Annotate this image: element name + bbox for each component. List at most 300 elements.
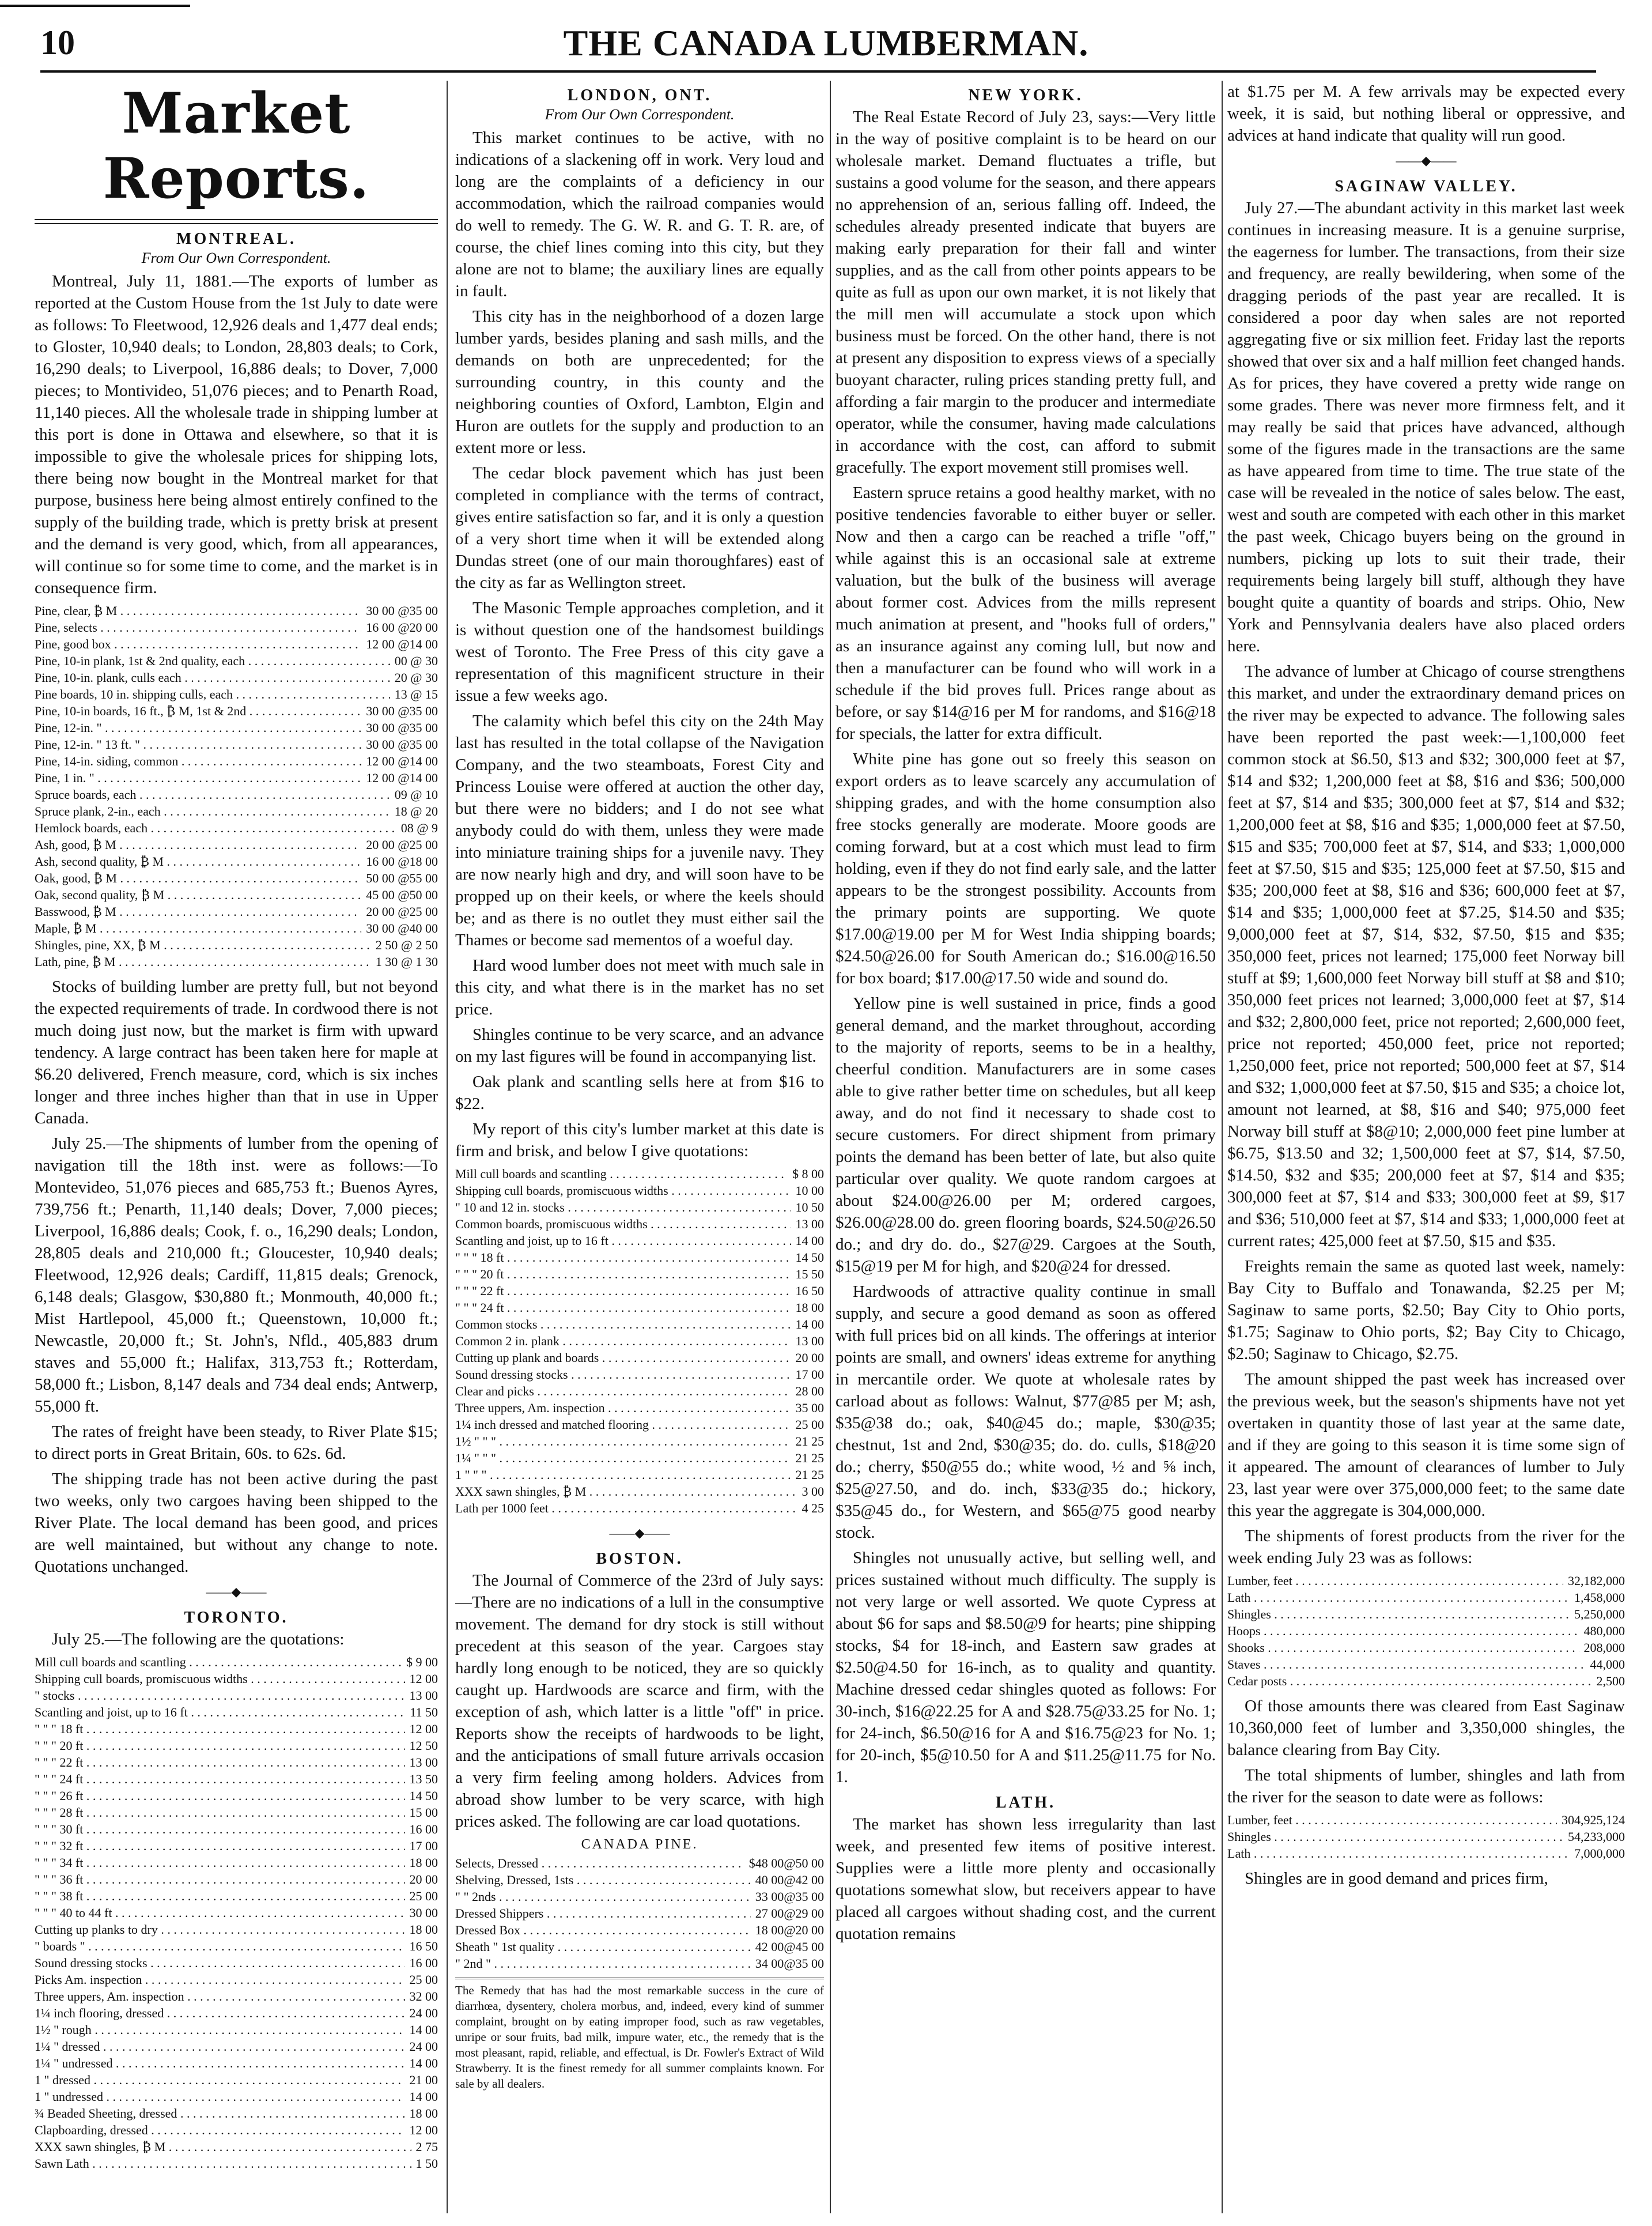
- price-row: [35, 1670, 438, 1687]
- price-item: " " " 30 ft . . .: [35, 1821, 405, 1838]
- price-value: 45 00 @50 00: [366, 888, 438, 902]
- price-value: 21 00: [409, 2073, 438, 2087]
- price-value: 13 50: [409, 1772, 438, 1786]
- price-item: Mill cull boards and scantling . . .: [35, 1654, 402, 1670]
- paragraph: White pine has gone out so freely this season on export orders as to leave scarcely any accumulation of shipping grades, and with the home consumption also free stocks generally are moderate. Moore goods are coming forward, but at a cost which must lead to firm holding, even if they do not find early sale, and the latter appears to be the strongest possibility. Accounts from the primary points are supporting. We quote $17.00@19.00 per M for West India shipping boards; $24.50@26.00 for South American do.; $16.00@16.50 for box board; $17.00@17.50 wide and sound do.: [836, 750, 1216, 987]
- price-value: 1 30 @ 1 30: [375, 954, 438, 969]
- lath-continued: at $1.75 per M. A few arrivals may be expected every week, it is said, but nothing liberal or oppressive, and advices at hand indicate that quality will run good.: [1227, 82, 1625, 145]
- price-item: Ash, good, ₿ M . . .: [35, 836, 361, 853]
- price-value: 14 00: [409, 2056, 438, 2070]
- price-value: 12 00 @14 00: [366, 754, 438, 768]
- price-row: [455, 1282, 824, 1299]
- price-value: 21 25: [795, 1467, 824, 1482]
- price-value: 14 00: [409, 2089, 438, 2104]
- price-item: " " " 18 ft . . .: [35, 1721, 405, 1737]
- price-row: [35, 619, 438, 636]
- price-row: [35, 719, 438, 736]
- price-value: 18 @ 20: [394, 804, 438, 818]
- price-row: [1227, 1589, 1625, 1606]
- price-item: Common stocks . . .: [455, 1316, 791, 1333]
- price-item: Pine, 12-in. " . . .: [35, 719, 361, 736]
- price-value: 24 00: [409, 2006, 438, 2020]
- price-item: 1½ " " " . . .: [455, 1433, 791, 1450]
- price-row: [35, 1721, 438, 1737]
- price-row: [1227, 1812, 1625, 1828]
- price-value: 08 @ 9: [400, 821, 438, 835]
- price-item: " " " 24 ft . . .: [35, 1771, 405, 1787]
- saginaw-clearance: Of those amounts there was cleared from East Saginaw 10,360,000 feet of lumber and 3,350,000 shingles, the balance clearing from Bay City.: [1227, 1697, 1625, 1759]
- price-value: 5,250,000: [1574, 1607, 1625, 1621]
- price-row: [455, 1216, 824, 1232]
- london-source: From Our Own Correspondent.: [545, 106, 735, 123]
- price-item: " " " 18 ft . . .: [455, 1249, 791, 1266]
- page-header: [0, 0, 1652, 69]
- price-row: [35, 2038, 438, 2055]
- price-item: 1 " undressed . . .: [35, 2088, 405, 2105]
- price-value: 42 00@45 00: [755, 1940, 824, 1954]
- price-item: Clapboarding, dressed . . .: [35, 2122, 405, 2138]
- price-value: 18 00@20 00: [755, 1923, 824, 1937]
- price-item: Scantling and joist, up to 16 ft . . .: [35, 1704, 405, 1721]
- price-row: [1227, 1673, 1625, 1689]
- price-value: 33 00@35 00: [755, 1889, 824, 1904]
- price-value: 20 00: [795, 1350, 824, 1365]
- paragraph: This city has in the neighborhood of a dozen large lumber yards, besides planing and sash mills, and the demands on both are unprecedented; for the surrounding country, in this county and the neighboring counties of Oxford, Lambton, Elgin and Huron are outlets for the supply and production to an extent more or less.: [455, 307, 824, 457]
- price-item: 1¼ " " " . . .: [455, 1450, 791, 1466]
- price-value: 27 00@29 00: [755, 1906, 824, 1921]
- price-value: 44,000: [1590, 1657, 1625, 1672]
- price-row: [35, 1704, 438, 1721]
- price-row: [35, 2122, 438, 2138]
- price-value: 28 00: [795, 1384, 824, 1398]
- price-row: [35, 853, 438, 870]
- price-value: 16 00: [409, 1956, 438, 1970]
- price-row: [35, 920, 438, 937]
- price-item: 1 " " " . . .: [455, 1466, 791, 1483]
- price-item: Pine, 10-in boards, 16 ft., ₿ M, 1st & 2nd . . .: [35, 703, 361, 719]
- price-row: [455, 1466, 824, 1483]
- price-row: [455, 1249, 824, 1266]
- saginaw-heading: SAGINAW VALLEY.: [1335, 178, 1518, 195]
- price-row: [455, 1905, 824, 1922]
- london-heading: LONDON, ONT.: [567, 86, 712, 104]
- price-value: 13 00: [409, 1755, 438, 1770]
- price-item: Pine boards, 10 in. shipping culls, each . . .: [35, 686, 390, 703]
- price-row: [455, 1416, 824, 1433]
- price-item: Lumber, feet . . .: [1227, 1812, 1557, 1828]
- price-item: " " " 22 ft . . .: [35, 1754, 405, 1771]
- price-item: 1½ " rough . . .: [35, 2021, 405, 2038]
- price-item: XXX sawn shingles, ₿ M . . .: [35, 2138, 411, 2155]
- price-item: Spruce boards, each . . .: [35, 786, 390, 803]
- page-number: 10: [40, 24, 75, 62]
- price-item: Pine, selects . . .: [35, 619, 361, 636]
- column-2: [455, 81, 824, 2213]
- price-row: [35, 769, 438, 786]
- montreal-text-continued: [35, 976, 438, 1578]
- price-value: 21 25: [795, 1451, 824, 1465]
- saginaw-totals-list: [1227, 1812, 1625, 1862]
- price-row: [1227, 1845, 1625, 1862]
- price-item: Hoops . . .: [1227, 1623, 1579, 1639]
- lath-text: The market has shown less irregularity than last week, and presented few items of positive interest. Supplies were a little more plenty and occasionally quotations somewhat slow, but receivers appear to have placed all cargoes without shading cost, and the current quotation remains: [836, 1815, 1216, 1943]
- price-value: 09 @ 10: [394, 787, 438, 802]
- price-item: Pine, 10-in. plank, culls each . . .: [35, 669, 390, 686]
- price-row: [455, 1366, 824, 1383]
- price-value: 25 00: [795, 1417, 824, 1432]
- price-item: " " " 40 to 44 ft . . .: [35, 1904, 405, 1921]
- montreal-source: From Our Own Correspondent.: [141, 250, 331, 266]
- price-item: Basswood, ₿ M . . .: [35, 903, 361, 920]
- price-value: 1 50: [415, 2156, 438, 2171]
- price-item: Maple, ₿ M . . .: [35, 920, 361, 937]
- price-item: " " " 28 ft . . .: [35, 1804, 405, 1821]
- price-row: [35, 636, 438, 652]
- new-york-text: [836, 106, 1216, 1788]
- price-row: [35, 2072, 438, 2088]
- price-row: [35, 2088, 438, 2105]
- price-value: 35 00: [795, 1401, 824, 1415]
- price-item: 1¼ " dressed . . .: [35, 2038, 405, 2055]
- paragraph: The amount shipped the past week has increased over the previous week, but the season's shipments have not yet overtaken in quantity those of last year at the same date, and if they are going to this season it is time some sign of it appeared. The amount of clearances of lumber to July 23, last year were over 375,000,000 feet; to the same date this year the aggregate is 304,000,000.: [1227, 1370, 1625, 1520]
- price-item: Mill cull boards and scantling . . .: [455, 1165, 788, 1182]
- price-row: [455, 1450, 824, 1466]
- paragraph: Hard wood lumber does not meet with much sale in this city, and what there is in the market has no set price.: [455, 956, 824, 1018]
- price-row: [35, 953, 438, 970]
- price-item: Cutting up planks to dry . . .: [35, 1921, 405, 1938]
- price-value: $ 9 00: [406, 1655, 438, 1669]
- paragraph: The Masonic Temple approaches completion, and it is without question one of the handsomest buildings west of Toronto. The Free Press of this city gave a representation of this magnificent structure in their issue a few weeks ago.: [455, 599, 824, 705]
- price-item: 1¼ inch flooring, dressed . . .: [35, 2005, 405, 2021]
- price-row: [35, 1754, 438, 1771]
- price-value: 25 00: [409, 1889, 438, 1903]
- paragraph: Shingles not unusually active, but selling well, and prices sustained without much difficulty. The supply is not very large or well assorted. We quote Cypress at about $6 for saps and $8.50@9 for hearts; pine shipping stocks, $4 for 18-inch, and Eastern saw grades at $2.50@4.50 for 16-inch, as to quality and quantity. Machine dressed cedar shingles quoted as follows: For 30-inch, $16@22.25 for A and $28.75@33.25 for No. 1; for 24-inch, $6.50@16 for A and $16.75@23 for No. 1; for 20-inch, $5@10.50 for A and $11.25@11.75 for No. 1.: [836, 1549, 1216, 1786]
- price-item: Staves . . .: [1227, 1656, 1586, 1673]
- price-row: [35, 686, 438, 703]
- price-row: [35, 703, 438, 719]
- price-row: [35, 786, 438, 803]
- price-row: [455, 1433, 824, 1450]
- price-value: 2 50 @ 2 50: [375, 938, 438, 952]
- price-item: Shelving, Dressed, 1sts . . .: [455, 1872, 751, 1888]
- price-item: Lath per 1000 feet . . .: [455, 1500, 797, 1516]
- section-title: Market Reports.: [103, 81, 370, 211]
- saginaw-text: [1227, 197, 1625, 1569]
- price-row: [455, 1182, 824, 1199]
- price-row: [455, 1399, 824, 1416]
- price-value: 25 00: [409, 1972, 438, 1987]
- price-item: " " " 20 ft . . .: [455, 1266, 791, 1282]
- price-value: 14 50: [795, 1250, 824, 1265]
- price-item: " " " 32 ft . . .: [35, 1838, 405, 1854]
- price-row: [35, 753, 438, 769]
- price-value: 12 00: [409, 1672, 438, 1686]
- price-item: " " " 26 ft . . .: [35, 1787, 405, 1804]
- price-item: " 10 and 12 in. stocks . . .: [455, 1199, 791, 1216]
- price-item: Oak, second quality, ₿ M . . .: [35, 886, 361, 903]
- price-value: 21 25: [795, 1434, 824, 1448]
- price-item: Sawn Lath . . .: [35, 2155, 411, 2172]
- section-divider: ——◆——: [206, 1584, 267, 1599]
- price-item: Shingles, pine, XX, ₿ M . . .: [35, 937, 371, 953]
- section-divider: ——◆——: [609, 1526, 670, 1540]
- price-value: 18 00: [409, 1922, 438, 1937]
- paragraph: Oak plank and scantling sells here at from $16 to $22.: [455, 1073, 824, 1113]
- price-value: $ 8 00: [792, 1167, 824, 1181]
- price-value: 20 00: [409, 1872, 438, 1887]
- price-item: Oak, good, ₿ M . . .: [35, 870, 361, 886]
- remedy-advertisement: The Remedy that has had the most remarkable success in the cure of diarrhœa, dysentery, cholera morbus, and, indeed, every kind of summer complaint, brought on by eating improper food, such as raw vegetables, unripe or sour fruits, bad milk, impure water, etc., the remedy that is the most pleasant, rapid, reliable, and effectual, is Dr. Fowler's Extract of Wild Strawberry. It is the finest remedy for all summer complaints known. For sale by all dealers.: [455, 1978, 824, 2092]
- price-row: [35, 736, 438, 753]
- price-value: 14 50: [409, 1789, 438, 1803]
- price-row: [35, 1921, 438, 1938]
- price-value: 16 50: [795, 1284, 824, 1298]
- price-row: [1227, 1572, 1625, 1589]
- price-item: 1¼ " undressed . . .: [35, 2055, 405, 2072]
- price-item: Shooks . . .: [1227, 1639, 1579, 1656]
- price-row: [35, 1854, 438, 1871]
- toronto-heading: TORONTO.: [184, 1609, 289, 1627]
- price-value: 14 00: [795, 1317, 824, 1331]
- price-row: [35, 1838, 438, 1854]
- price-item: Pine, 10-in plank, 1st & 2nd quality, each . . .: [35, 652, 390, 669]
- boston-heading: BOSTON.: [596, 1550, 683, 1568]
- column-divider: [1222, 81, 1223, 2213]
- price-row: [455, 1922, 824, 1938]
- price-value: 16 50: [409, 1939, 438, 1953]
- price-item: Lath, pine, ₿ M . . .: [35, 953, 371, 970]
- price-value: 18 00: [409, 2106, 438, 2121]
- montreal-heading: MONTREAL.: [176, 230, 296, 248]
- price-row: [35, 1787, 438, 1804]
- column-divider: [447, 81, 448, 2213]
- boston-price-list: [455, 1855, 824, 1972]
- price-value: 3 00: [802, 1484, 824, 1499]
- price-row: [35, 886, 438, 903]
- price-item: XXX sawn shingles, ₿ M . . .: [455, 1483, 797, 1500]
- price-row: [35, 602, 438, 619]
- price-row: [35, 2105, 438, 2122]
- price-value: 13 @ 15: [394, 687, 438, 701]
- price-value: 16 00: [409, 1822, 438, 1836]
- price-item: Hemlock boards, each . . .: [35, 820, 396, 836]
- price-item: " " " 38 ft . . .: [35, 1888, 405, 1904]
- price-value: 24 00: [409, 2039, 438, 2054]
- price-value: 10 50: [795, 1200, 824, 1214]
- paragraph: Shingles continue to be very scarce, and an advance on my last figures will be found in accompanying list.: [455, 1025, 824, 1066]
- price-row: [35, 1888, 438, 1904]
- paragraph: This market continues to be active, with no indications of a slackening off in work. Very loud and long are the complaints of a deficiency in our accommodation, which the railroad companies would do well to remedy. The G. W. R. and G. T. R. are, of course, the chief lines coming into this city, but they alone are not to blame; the auxiliary lines are equally in fault.: [455, 129, 824, 300]
- price-row: [455, 1855, 824, 1872]
- price-value: 18 00: [409, 1855, 438, 1870]
- price-item: 1 " dressed . . .: [35, 2072, 405, 2088]
- price-item: " " 2nds . . .: [455, 1888, 751, 1905]
- price-value: 20 00 @25 00: [366, 837, 438, 852]
- price-row: [1227, 1828, 1625, 1845]
- paragraph: The cedar block pavement which has just been completed in compliance with the terms of contract, gives entire satisfaction so far, and it is only a question of a very short time when it will be extended along Dundas street (one of our main thoroughfares) east of the city as far as Wellington street.: [455, 464, 824, 592]
- price-item: Pine, 14-in. siding, common . . .: [35, 753, 361, 769]
- price-row: [455, 1333, 824, 1349]
- price-item: " " " 36 ft . . .: [35, 1871, 405, 1888]
- paragraph: Montreal, July 11, 1881.—The exports of lumber as reported at the Custom House from the 1st July to date were as follows: To Fleetwood, 12,926 deals and 1,477 deal ends; to Gloster, 10,940 deals; to London, 28,803 deals; to Cork, 16,290 deals; to Liverpool, 16,886 deals; to Dover, 7,000 pieces; to Montivideo, 51,076 pieces; and to Penarth Road, 11,140 pieces. All the wholesale trade in shipping lumber at this port is done in Ottawa and elsewhere, so that it is impossible to give the wholesale prices for shipping lots, there being now bought in the Montreal market for that purpose, business here being almost entirely confined to the supply of the building trade, which is pretty brisk at present and the demand is very good, which, from all appearances, will continue so for some time to come, and the market is in consequence firm.: [35, 272, 438, 597]
- new-york-heading: NEW YORK.: [968, 86, 1083, 104]
- saginaw-closing: Shingles are in good demand and prices firm,: [1245, 1869, 1548, 1888]
- price-value: 13 00: [409, 1688, 438, 1703]
- price-row: [35, 870, 438, 886]
- price-item: Pine, 1 in. " . . .: [35, 769, 361, 786]
- price-item: " 2nd " . . .: [455, 1955, 751, 1972]
- price-value: 14 00: [795, 1233, 824, 1248]
- column-4: [1227, 81, 1625, 2213]
- price-item: Lumber, feet . . .: [1227, 1572, 1563, 1589]
- price-value: 54,233,000: [1568, 1829, 1625, 1844]
- price-value: 12 00 @14 00: [366, 771, 438, 785]
- price-row: [35, 2155, 438, 2172]
- price-row: [35, 1687, 438, 1704]
- price-item: Lath . . .: [1227, 1589, 1570, 1606]
- price-value: 15 50: [795, 1267, 824, 1281]
- price-row: [35, 1804, 438, 1821]
- price-value: 40 00@42 00: [755, 1873, 824, 1887]
- canada-pine-heading: CANADA PINE.: [581, 1837, 698, 1852]
- paragraph: July 25.—The shipments of lumber from the opening of navigation till the 18th inst. were as follows:—To Montevideo, 51,076 pieces and 685,753 ft.; Buenos Ayres, 739,756 ft.; Penarth, 11,140 deals; Dover, 7,000 pieces; Liverpool, 16,886 deals; Cook, f. o., 16,290 deals; London, 28,805 deals and 210,000 ft.; Gloucester, 10,940 deals; Fleetwood, 12,926 deals; Cardiff, 11,815 deals; Grenock, 6,148 deals; Glasgow, $30,880 ft.; Monmouth, 40,000 ft.; Mist Hartlepool, 45,000 ft.; Queenstown, 10,000 ft.; Newcastle, 20,000 ft.; St. John's, Nfld., 405,883 drum staves and 55,000 ft.; Halifax, 313,753 ft.; Rotterdam, 58,000 ft.; Lisbon, 8,147 deals and 734 deal ends; Antwerp, 55,000 ft.: [35, 1134, 438, 1416]
- price-value: 304,925,124: [1562, 1813, 1625, 1827]
- price-row: [35, 2055, 438, 2072]
- price-row: [455, 1199, 824, 1216]
- price-item: " stocks . . .: [35, 1687, 405, 1704]
- price-row: [35, 1988, 438, 2005]
- paragraph: Hardwoods of attractive quality continue in small supply, and secure a good demand as soon as offered with full prices bid on all kinds. The offerings at interior points are small, and owners' ideas extreme for anything in mercantile order. We quote at wholesale rates by carload about as follows: Walnut, $77@85 per M; ash, $35@38 do.; oak, $40@45 do.; maple, $30@35; chestnut, 1st and 2nd, $30@35; do. do. culls, $18@20 do.; cherry, $50@55 do.; white wood, ½ and ⅝ inch, $25@27.50, and do. inch, $33@35 do.; hickory, $35@45 do., for Western, and $65@75 good nearby stock.: [836, 1282, 1216, 1542]
- lath-heading: LATH.: [995, 1794, 1056, 1812]
- price-item: ¾ Beaded Sheeting, dressed . . .: [35, 2105, 405, 2122]
- paragraph: The Real Estate Record of July 23, says:—Very little in the way of positive complaint is to be heard on our wholesale market. Demand fluctuates a trifle, but sustains a good volume for the season, and there appears no apprehension of an, serious falling off. Indeed, the schedules already presented indicate that buyers are making early preparation for their fall and winter supplies, and as the call from other points appears to be quite as full as upon our own market, it is not likely that the mill men will accumulate a stock upon which business must be forced. On the other hand, there is not at present any disposition to express views of a specially buoyant character, ruling prices standing pretty full, and affording a fair margin to the producer and intermediate operator, while the consumer, having made calculations in accordance with the cost, can afford to submit gracefully. The export movement still promises well.: [836, 108, 1216, 477]
- toronto-intro: July 25.—The following are the quotations:: [52, 1630, 345, 1648]
- montreal-price-list: [35, 602, 438, 970]
- price-item: Selects, Dressed . . .: [455, 1855, 744, 1872]
- paragraph: Yellow pine is well sustained in price, finds a good general demand, and the market throughout, according to the majority of reports, seems to be in a healthy, cheerful condition. Manufacturers are in some cases able to give rather better time on schedules, but all keep away, and do not find it necessary to shade cost to secure customers. For direct shipment from primary points the demand has been better of late, but also quite particular over quality. We quote random cargoes at about $24.00@26.00 per M; ordered cargoes, $26.00@28.00 do. green flooring boards, $24.50@26.50 do.; and dry do. do., $27@29. Cargoes at the South, $15@19 per M for high, and $20@24 for dressed.: [836, 994, 1216, 1276]
- price-value: 12 00: [409, 1722, 438, 1736]
- price-item: Common boards, promiscuous widths . . .: [455, 1216, 791, 1232]
- column-1: [35, 81, 438, 2213]
- price-row: [455, 1316, 824, 1333]
- price-item: " boards " . . .: [35, 1938, 405, 1955]
- price-row: [35, 1871, 438, 1888]
- price-value: 16 00 @20 00: [366, 620, 438, 635]
- price-value: 12 00 @14 00: [366, 637, 438, 651]
- toronto-price-list: [35, 1654, 438, 2172]
- price-item: Lath . . .: [1227, 1845, 1570, 1862]
- price-row: [455, 1299, 824, 1316]
- price-row: [455, 1872, 824, 1888]
- price-item: Shingles . . .: [1227, 1606, 1570, 1623]
- price-row: [455, 1232, 824, 1249]
- price-item: Scantling and joist, up to 16 ft . . .: [455, 1232, 791, 1249]
- price-value: 30 00 @35 00: [366, 704, 438, 718]
- paragraph: Eastern spruce retains a good healthy market, with no positive tendencies favorable to either buyer or seller. Now and then a cargo can be reached a trifle "off," while against this is an occasional sale at extreme valuation, but the bulk of the business will average about former cost. Advices from the mills represent much animation at present, and "hooks full of orders," as an insurance against any coming lull, but now and then a manufacturer can be found who will work in a schedule if the bid proves full. Prices range about as before, or say $14@16 per M for randoms, and $16@18 for specials, the latter for extra difficult.: [836, 484, 1216, 743]
- price-row: [35, 1971, 438, 1988]
- boston-text: [455, 1569, 824, 1832]
- price-row: [35, 1771, 438, 1787]
- price-value: 208,000: [1583, 1640, 1625, 1655]
- price-row: [35, 903, 438, 920]
- paragraph: The advance of lumber at Chicago of course strengthens this market, and under the extraordinary demand prices on the river may be expected to advance. The following sales have been reported the past week:—1,100,000 feet common stock at $6.50, $13 and $32; 300,000 feet at $7, $14 and $32; 1,200,000 feet at $8, $16 and $36; 500,000 feet at $7, $14 and $35; 300,000 feet at $7, $14 and $32; 1,200,000 feet at $8, $16 and $35; 1,000,000 feet at $7.50, $15 and $35; 700,000 feet at $7, $14, and $33; 1,000,000 feet at $7.50, $15 and $35; 125,000 feet at $7.50, $15 and $35; 200,000 feet at $8, $16 and $36; 600,000 feet at $7, $14 and $35; 1,000,000 feet at $7.25, $14.50 and $35; 9,000,000 feet at $7, $14, $32, $7.50, $15 and $35; 350,000 feet, prices not learned; 175,000 feet Norway bill stuff at $9; 1,600,000 feet Norway bill stuff at $8 and $10; 350,000 feet prices not learned; 3,000,000 feet at $7, $14 and $32; 2,800,000 feet, price not reported; 2,600,000 feet, price not reported; 450,000 feet, price not reported; 1,250,000 feet, price not reported; 500,000 feet at $7, $14 and $32; 1,000,000 feet at $7.50, $15 and $35; a choice lot, amount not learned, at $8, $16 and $40; 975,000 feet Norway bill stuff at $8@10; 2,000,000 feet pine lumber at $6.75, $13.50 and 32; 1,500,000 feet at $7, $14, $7.50, $14.50, $32 and $35; 200,000 feet at $7, $14 and $35; 300,000 feet at $7, $14 and $33; 300,000 feet at $9, $17 and $36; 510,000 feet at $7, $14 and $33; 1,000,000 feet at current rates; 425,000 feet at $7.50, $15 and $35.: [1227, 662, 1625, 1250]
- price-row: [35, 652, 438, 669]
- price-item: " " " 34 ft . . .: [35, 1854, 405, 1871]
- price-row: [35, 669, 438, 686]
- price-row: [1227, 1623, 1625, 1639]
- price-row: [455, 1888, 824, 1905]
- price-value: 00 @ 30: [394, 654, 438, 668]
- price-row: [35, 1654, 438, 1670]
- paragraph: Stocks of building lumber are pretty full, but not beyond the expected requirements of trade. In cordwood there is not much doing just now, but the market is firm with upward tendency. A large contract has been taken here for maple at $6.20 delivered, French measure, cord, which is six inches longer and three inches higher than that in use in Upper Canada.: [35, 978, 438, 1127]
- price-row: [35, 2005, 438, 2021]
- price-row: [35, 2021, 438, 2038]
- header-rule: [40, 70, 1596, 73]
- price-item: Pine, 12-in. " 13 ft. " . . .: [35, 736, 361, 753]
- price-row: [35, 1904, 438, 1921]
- price-value: 17 00: [795, 1367, 824, 1382]
- london-price-list: [455, 1165, 824, 1516]
- price-row: [35, 803, 438, 820]
- price-row: [455, 1349, 824, 1366]
- price-value: 32 00: [409, 1989, 438, 2004]
- price-value: 30 00: [409, 1906, 438, 1920]
- paragraph: The shipments of forest products from the river for the week ending July 23 was as follows:: [1227, 1527, 1625, 1567]
- price-row: [35, 2138, 438, 2155]
- price-value: 16 00 @18 00: [366, 854, 438, 869]
- paragraph: The shipping trade has not been active during the past two weeks, only two cargoes having been shipped to the River Plate. The local demand has been good, and prices are well maintained, but without any change to note. Quotations unchanged.: [35, 1470, 438, 1576]
- paragraph: My report of this city's lumber market at this date is firm and brisk, and below I give quotations:: [455, 1120, 824, 1160]
- paragraph: The calamity which befel this city on the 24th May last has resulted in the total collapse of the Navigation Company, and the two steamboats, Forest City and Princess Louise were offered at auction the other day, but there were no bidders; and I do not see what anybody could do with them, unless they were made into miniature training ships for a juvenile navy. They are now nearly high and dry, and will soon have to be propped up on their keels, or where the keels should be; and as there is no outlet they must either sail the Thames or become sad mementos of a woeful day.: [455, 712, 824, 949]
- section-divider: ——◆——: [1396, 153, 1457, 168]
- saginaw-total-intro: The total shipments of lumber, shingles and lath from the river for the season to date were as follows:: [1227, 1766, 1625, 1806]
- price-value: 12 50: [409, 1738, 438, 1753]
- price-value: 480,000: [1583, 1624, 1625, 1638]
- paragraph: The Journal of Commerce of the 23rd of July says:—There are no indications of a lull in the consumptive movement. The demand for dry stock is still without precedent at this season of the year. Cargoes stay hardly long enough to be noticed, they are so quickly caught up. Hardwoods are scarce and firm, with the exception of ash, which latter is a little "off" in price. Reports show the receipts of hardwoods to be light, and the anticipations of small future arrivals occasion a very firm feeling among holders. Advices from abroad show lumber to be very scarce, with high prices asked. The following are car load quotations.: [455, 1571, 824, 1831]
- price-row: [455, 1383, 824, 1399]
- price-item: " " " 24 ft . . .: [455, 1299, 791, 1316]
- price-value: 2 75: [415, 2140, 438, 2154]
- price-item: Shingles . . .: [1227, 1828, 1563, 1845]
- saginaw-shipments-list: [1227, 1572, 1625, 1689]
- price-item: Sound dressing stocks . . .: [455, 1366, 791, 1383]
- paragraph: Freights remain the same as quoted last week, namely: Bay City to Buffalo and Tonawanda, $2.25 per M; Saginaw to same ports, $2.50; Bay City to Ohio ports, $1.75; Saginaw to Ohio ports, $2; Bay City to Chicago, $2.50; Saginaw to Chicago, $2.75.: [1227, 1257, 1625, 1363]
- price-row: [455, 1955, 824, 1972]
- price-value: 17 00: [409, 1839, 438, 1853]
- price-row: [35, 820, 438, 836]
- price-row: [35, 937, 438, 953]
- price-value: 50 00 @55 00: [366, 871, 438, 885]
- top-rule: [0, 5, 190, 7]
- price-item: Sheath " 1st quality . . .: [455, 1938, 751, 1955]
- column-3: [836, 81, 1216, 2213]
- price-value: 1,458,000: [1574, 1590, 1625, 1605]
- price-row: [1227, 1639, 1625, 1656]
- price-item: 1¼ inch dressed and matched flooring . . .: [455, 1416, 791, 1433]
- price-item: Pine, good box . . .: [35, 636, 361, 652]
- price-item: Sound dressing stocks . . .: [35, 1955, 405, 1971]
- price-item: Spruce plank, 2-in., each . . .: [35, 803, 390, 820]
- price-value: 15 00: [409, 1805, 438, 1820]
- price-value: 18 00: [795, 1300, 824, 1315]
- price-value: 34 00@35 00: [755, 1956, 824, 1971]
- price-row: [455, 1266, 824, 1282]
- price-value: 11 50: [410, 1705, 438, 1719]
- price-value: 10 00: [795, 1183, 824, 1198]
- paragraph: The rates of freight have been steady, to River Plate $15; to direct ports in Great Britain, 60s. to 62s. 6d.: [35, 1423, 438, 1463]
- price-row: [35, 1955, 438, 1971]
- price-item: Cutting up plank and boards . . .: [455, 1349, 791, 1366]
